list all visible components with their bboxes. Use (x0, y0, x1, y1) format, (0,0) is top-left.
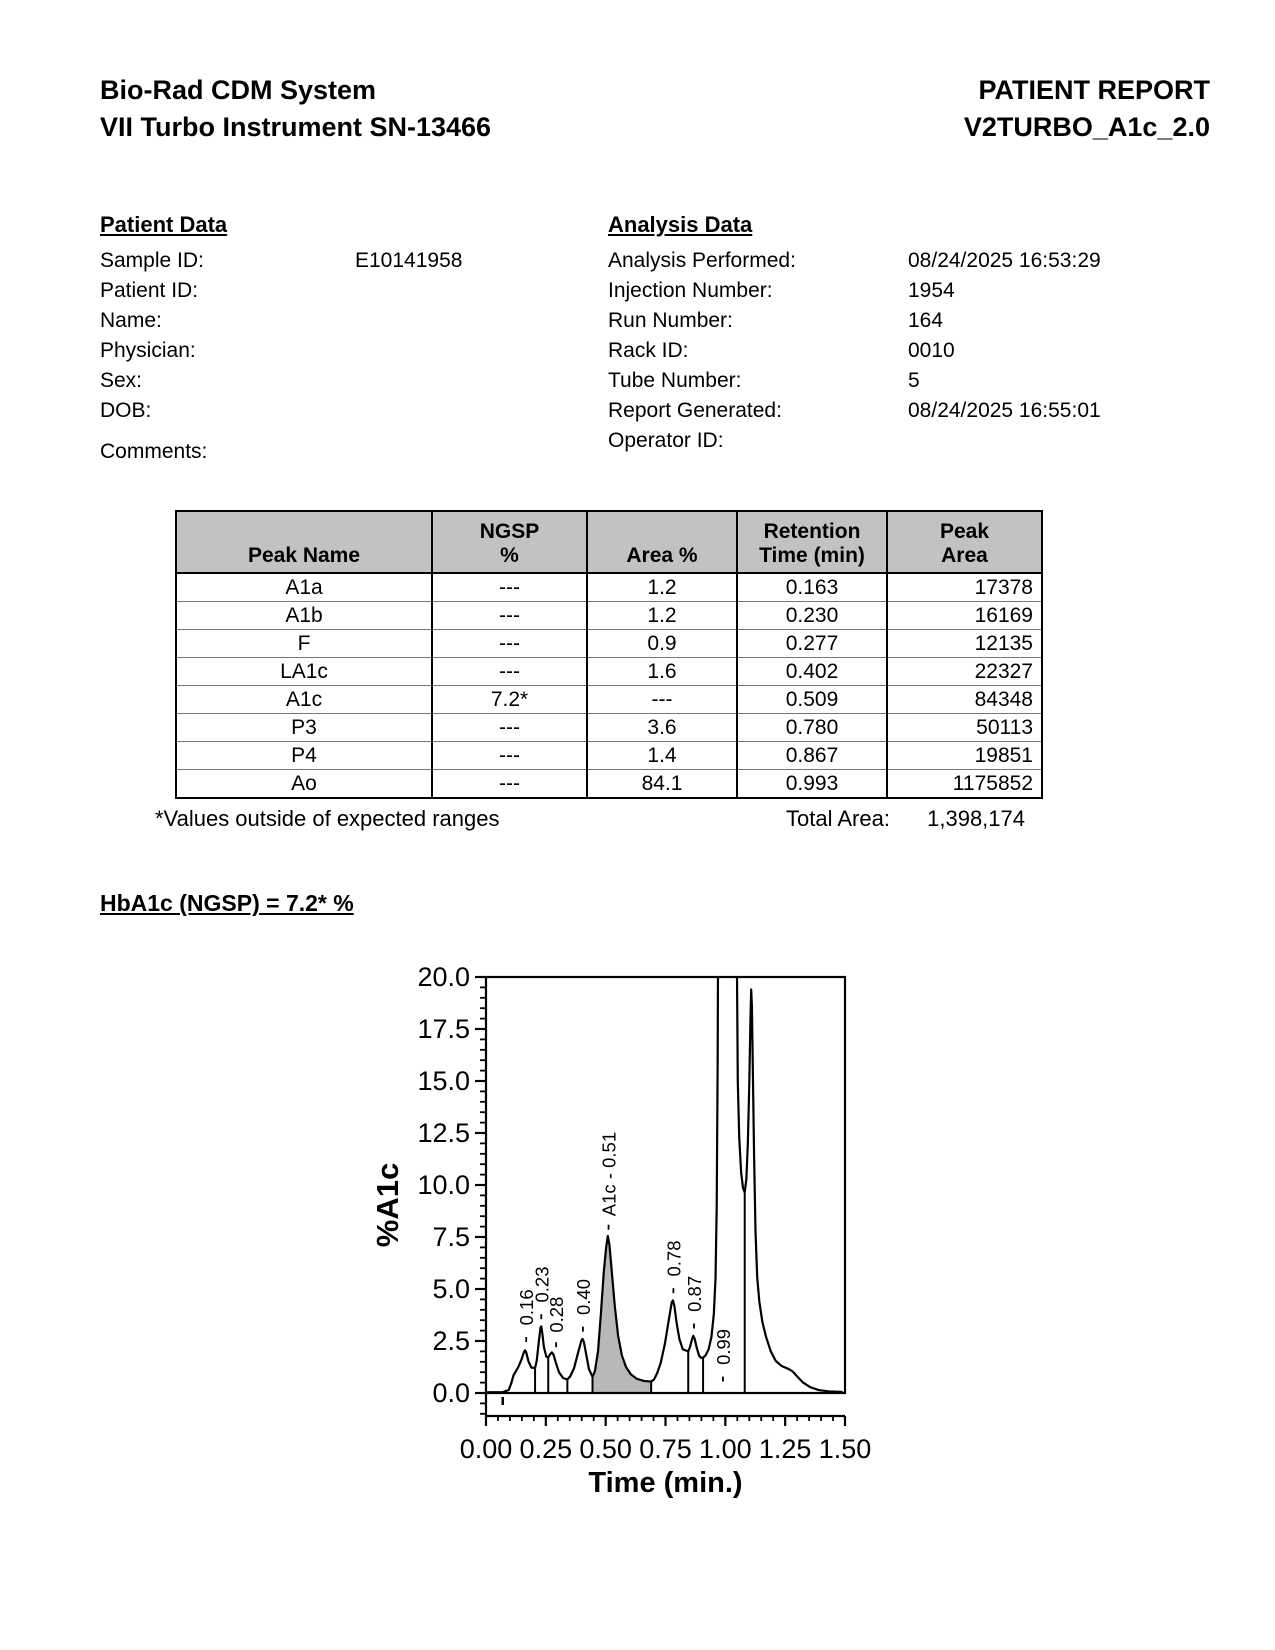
table-cell: P4 (176, 742, 432, 770)
table-cell: --- (432, 573, 587, 602)
table-cell: 1.2 (587, 602, 737, 630)
x-tick-label: 0.50 (579, 1434, 632, 1464)
analysis-field-value: 5 (908, 369, 920, 392)
report-header-right (964, 72, 1210, 146)
analysis-field-label: Rack ID: (608, 339, 689, 362)
x-tick-label: 1.25 (758, 1434, 812, 1464)
table-cell: --- (432, 602, 587, 630)
table-cell: --- (587, 686, 737, 714)
hba1c-result: HbA1c (NGSP) = 7.2* % (100, 890, 354, 916)
table-cell: A1c (176, 686, 432, 714)
peak-table-header: Peak Name (176, 511, 432, 573)
peak-label: 0.78 (663, 1240, 685, 1277)
peak-table-header: Retention Time (min) (737, 511, 887, 573)
table-cell: 84348 (887, 686, 1042, 714)
analysis-field-label: Operator ID: (608, 429, 724, 452)
table-cell: 0.780 (737, 714, 887, 742)
peak-table (175, 510, 1043, 799)
x-tick-label: 0.75 (639, 1434, 692, 1464)
table-cell: 0.9 (587, 630, 737, 658)
x-tick-label: 0.25 (519, 1434, 573, 1464)
analysis-field-value: 08/24/2025 16:53:29 (908, 249, 1101, 272)
peak-table-header: Area % (587, 511, 737, 573)
analysis-field-value: 08/24/2025 16:55:01 (908, 399, 1101, 422)
table-cell: 50113 (887, 714, 1042, 742)
x-tick-label: 0.00 (459, 1434, 513, 1464)
table-row (176, 658, 1042, 686)
table-cell: 0.993 (737, 770, 887, 799)
patient-field-label: Sample ID: (100, 249, 204, 272)
chromatogram-trace (486, 920, 843, 1392)
patient-field-label: DOB: (100, 399, 152, 422)
y-tick-label: 5.0 (432, 1274, 470, 1304)
peak-label: 0.40 (572, 1278, 594, 1315)
table-cell: 0.277 (737, 630, 887, 658)
table-cell: 7.2* (432, 686, 587, 714)
y-tick-label: 2.5 (432, 1326, 470, 1356)
table-cell: A1a (176, 573, 432, 602)
table-row (176, 742, 1042, 770)
analysis-field-label: Analysis Performed: (608, 249, 796, 272)
table-cell: 16169 (887, 602, 1042, 630)
analysis-field-label: Run Number: (608, 309, 733, 332)
y-tick-label: 10.0 (417, 1170, 470, 1200)
x-tick-label: 1.50 (818, 1434, 872, 1464)
table-row (176, 686, 1042, 714)
report-type: PATIENT REPORT (978, 75, 1210, 105)
y-tick-label: 20.0 (417, 962, 470, 992)
peak-label: 0.99 (712, 1328, 734, 1365)
table-cell: 1.2 (587, 573, 737, 602)
patient-field-value: E10141958 (355, 249, 463, 272)
table-cell: --- (432, 714, 587, 742)
chromatogram-chart (330, 920, 890, 1530)
table-cell: 1175852 (887, 770, 1042, 799)
table-row (176, 770, 1042, 799)
peak-table-header: Peak Area (887, 511, 1042, 573)
total-area-label: Total Area: (786, 806, 890, 831)
table-row (176, 602, 1042, 630)
peak-table-container (175, 510, 1043, 799)
analysis-field-value: 0010 (908, 339, 955, 362)
analysis-data-heading: Analysis Data (608, 212, 753, 237)
table-cell: 1.6 (587, 658, 737, 686)
report-version: V2TURBO_A1c_2.0 (963, 112, 1210, 142)
table-cell: 3.6 (587, 714, 737, 742)
peak-label: 0.16 (516, 1289, 538, 1326)
table-row (176, 714, 1042, 742)
x-axis-title: Time (min.) (588, 1467, 743, 1499)
table-cell: --- (432, 770, 587, 799)
y-tick-label: 17.5 (417, 1014, 470, 1044)
peak-label: A1c - 0.51 (598, 1131, 620, 1217)
table-cell: 0.402 (737, 658, 887, 686)
table-cell: 0.867 (737, 742, 887, 770)
table-cell: 0.509 (737, 686, 887, 714)
table-cell: P3 (176, 714, 432, 742)
table-row (176, 630, 1042, 658)
table-cell: A1b (176, 602, 432, 630)
table-cell: 0.230 (737, 602, 887, 630)
peak-label: 0.87 (683, 1275, 705, 1312)
peak-label: 0.23 (531, 1266, 553, 1303)
analysis-field-value: 164 (908, 309, 944, 332)
patient-field-label: Physician: (100, 339, 196, 362)
table-cell: 22327 (887, 658, 1042, 686)
system-title: Bio-Rad CDM System (100, 75, 377, 105)
chromatogram-svg (330, 920, 890, 1530)
report-header-left (100, 72, 491, 146)
y-axis-title: %A1c (370, 1162, 405, 1248)
table-cell: 1.4 (587, 742, 737, 770)
comments-label: Comments: (100, 440, 208, 463)
table-cell: 19851 (887, 742, 1042, 770)
table-row (176, 573, 1042, 602)
table-cell: --- (432, 742, 587, 770)
analysis-field-label: Report Generated: (608, 399, 782, 422)
total-area-value: 1,398,174 (927, 806, 1025, 831)
table-cell: F (176, 630, 432, 658)
patient-data-heading: Patient Data (100, 212, 228, 237)
table-cell: --- (432, 630, 587, 658)
patient-field-label: Name: (100, 309, 162, 332)
instrument-title: VII Turbo Instrument SN-13466 (100, 112, 492, 142)
patient-field-label: Sex: (100, 369, 143, 392)
y-tick-label: 7.5 (432, 1222, 470, 1252)
table-cell: Ao (176, 770, 432, 799)
patient-field-label: Patient ID: (100, 279, 199, 302)
y-tick-label: 0.0 (432, 1378, 470, 1408)
table-cell: 0.163 (737, 573, 887, 602)
table-cell: 84.1 (587, 770, 737, 799)
analysis-field-label: Tube Number: (608, 369, 742, 392)
analysis-field-value: 1954 (908, 279, 955, 302)
analysis-field-label: Injection Number: (608, 279, 773, 302)
peak-label: 0.28 (546, 1296, 568, 1333)
table-cell: 17378 (887, 573, 1042, 602)
table-cell: LA1c (176, 658, 432, 686)
y-tick-label: 12.5 (417, 1118, 470, 1148)
peak-table-header: NGSP % (432, 511, 587, 573)
table-cell: 12135 (887, 630, 1042, 658)
x-tick-label: 1.00 (699, 1434, 752, 1464)
y-tick-label: 15.0 (417, 1066, 470, 1096)
table-cell: --- (432, 658, 587, 686)
footnote: *Values outside of expected ranges (155, 806, 500, 831)
